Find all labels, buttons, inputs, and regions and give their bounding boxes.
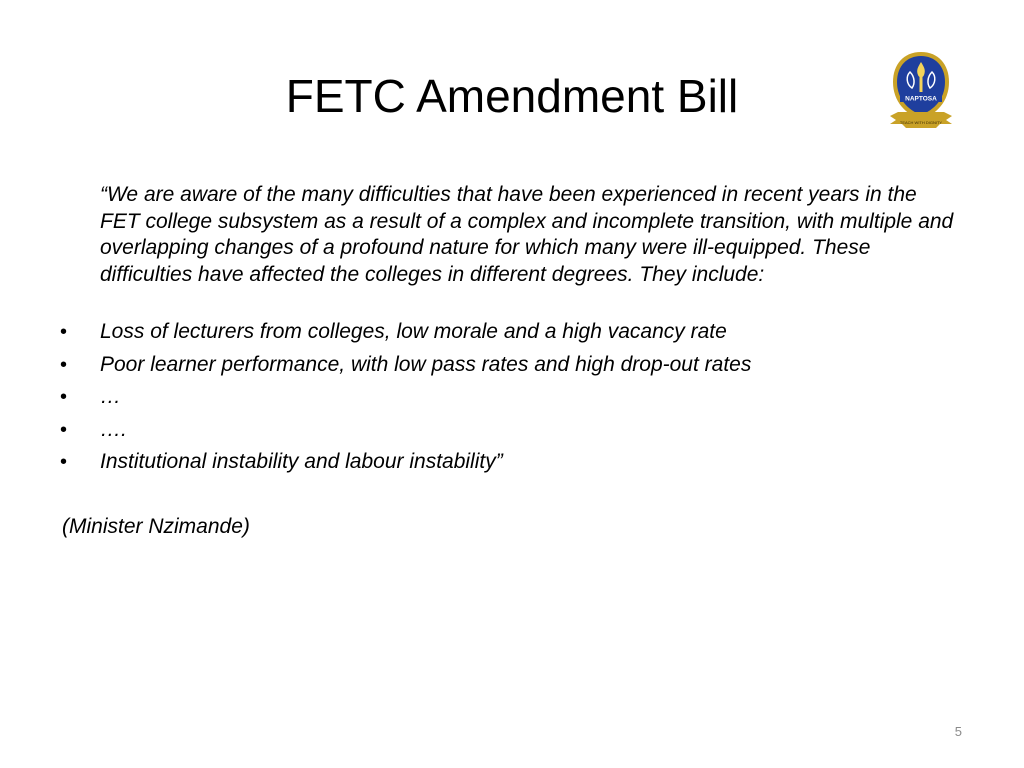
list-item (60, 448, 960, 481)
bullet-marker: • (60, 353, 68, 376)
list-item-text: Institutional instability and labour instability” (100, 450, 503, 473)
list-item-text: Poor learner performance, with low pass rates and high drop-out rates (100, 352, 752, 376)
bullet-list (60, 318, 960, 481)
list-item (60, 318, 960, 351)
list-item (60, 351, 960, 384)
naptosa-crest-icon (888, 50, 954, 134)
slide-title: FETC Amendment Bill (285, 70, 739, 122)
naptosa-logo (888, 50, 954, 134)
list-item-text: …. (100, 417, 127, 441)
page-number: 5 (954, 724, 962, 739)
logo-ribbon-text: TEACH WITH DIGNITY (899, 120, 943, 125)
list-item (60, 416, 960, 449)
quote-attribution: (Minister Nzimande) (62, 515, 250, 538)
bullet-marker: • (60, 386, 68, 408)
list-item (60, 383, 960, 416)
quote-intro: “We are aware of the many difficulties that have been experienced in recent years in the FET college subsystem as a result of a complex and incomplete transition, with multiple and overlapping changes of a profound nature for which many were ill-equipped. These difficulties have affected the colleges in different degrees. They include: (100, 183, 954, 286)
logo-emblem-text: NAPTOSA (905, 95, 937, 103)
bullet-marker: • (60, 321, 68, 343)
list-item-text: Loss of lecturers from colleges, low morale and a high vacancy rate (100, 320, 727, 343)
bullet-marker: • (60, 451, 68, 473)
list-item-text: … (100, 385, 121, 408)
bullet-marker: • (60, 418, 68, 441)
